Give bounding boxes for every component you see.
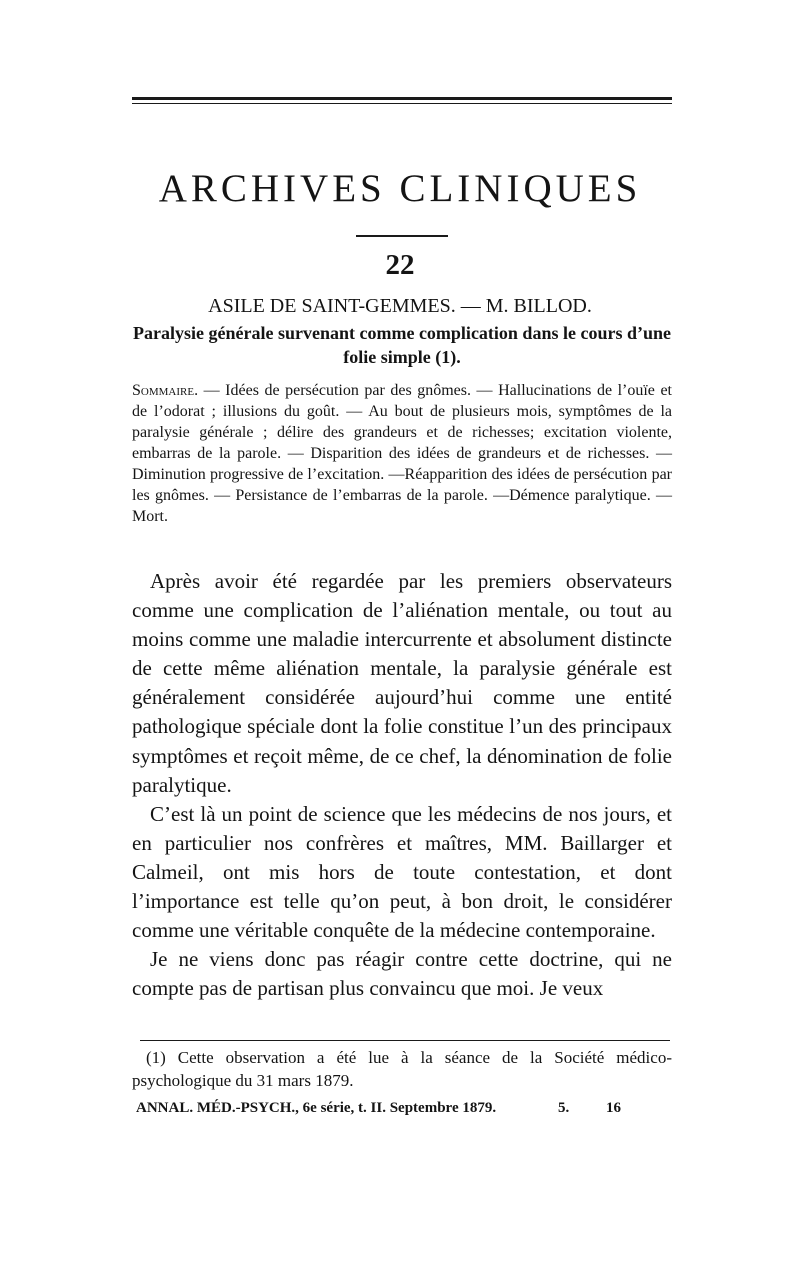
article-title: Paralysie générale survenant comme complication dans le cours d’une folie simple (1).	[133, 323, 671, 367]
journal-reference: ANNAL. MÉD.-PSYCH., 6e série, t. II. Septembre 1879.	[136, 1100, 497, 1116]
footnote-rule	[140, 1040, 670, 1041]
article-body	[132, 567, 672, 1003]
signature-mark: 5.	[558, 1100, 570, 1116]
summary	[132, 380, 672, 527]
paragraph: C’est là un point de science que les médecins de nos jours, et en particulier nos confrères et maîtres, MM. Baillarger et Calmeil, ont mis hors de toute contestation, et dont l’importance est telle qu’on peut, à bon droit, le considérer comme une véritable conquête de la médecine contemporaine.	[132, 801, 672, 943]
section-title: ARCHIVES CLINIQUES	[158, 167, 642, 210]
article-number: 22	[385, 249, 415, 281]
sheet-number: 16	[606, 1100, 621, 1116]
institution-line: ASILE DE SAINT-GEMMES. — M. BILLOD.	[208, 295, 592, 317]
header-rule-thick	[132, 97, 672, 100]
paragraph: Je ne viens donc pas réagir contre cette doctrine, qui ne compte pas de partisan plus convaincu que moi. Je veux	[132, 947, 672, 1001]
summary-text: — Idées de persécution par des gnômes. — Hallucinations de l’ouïe et de l’odorat ; illusions du goût. — Au bout de plusieurs mois, symptômes de la paralysie générale ; délire des grandeurs et de richesses; excitation violente, embarras de la parole. — Disparition des idées de grandeurs et de richesses. — Diminution progressive de l’excitation. —Réapparition des idées de persécution par les gnômes. — Persistance de l’embarras de la parole. —Démence paralytique. — Mort.	[132, 382, 672, 525]
header-rule-thin	[132, 103, 672, 104]
title-divider	[356, 235, 448, 237]
footnote: (1) Cette observation a été lue à la séance de la Société médico-psychologique du 31 mars 1879.	[132, 1048, 672, 1090]
paragraph: Après avoir été regardée par les premiers observateurs comme une complication de l’aliénation mentale, ou tout au moins comme une maladie intercurrente et absolument distincte de cette même aliénation mentale, la paralysie générale est généralement considérée aujourd’hui comme une entité pathologique spéciale dont la folie constitue l’un des principaux symptômes et reçoit même, de ce chef, la dénomination de folie paralytique.	[132, 569, 672, 797]
summary-label: Sommaire.	[132, 382, 199, 399]
